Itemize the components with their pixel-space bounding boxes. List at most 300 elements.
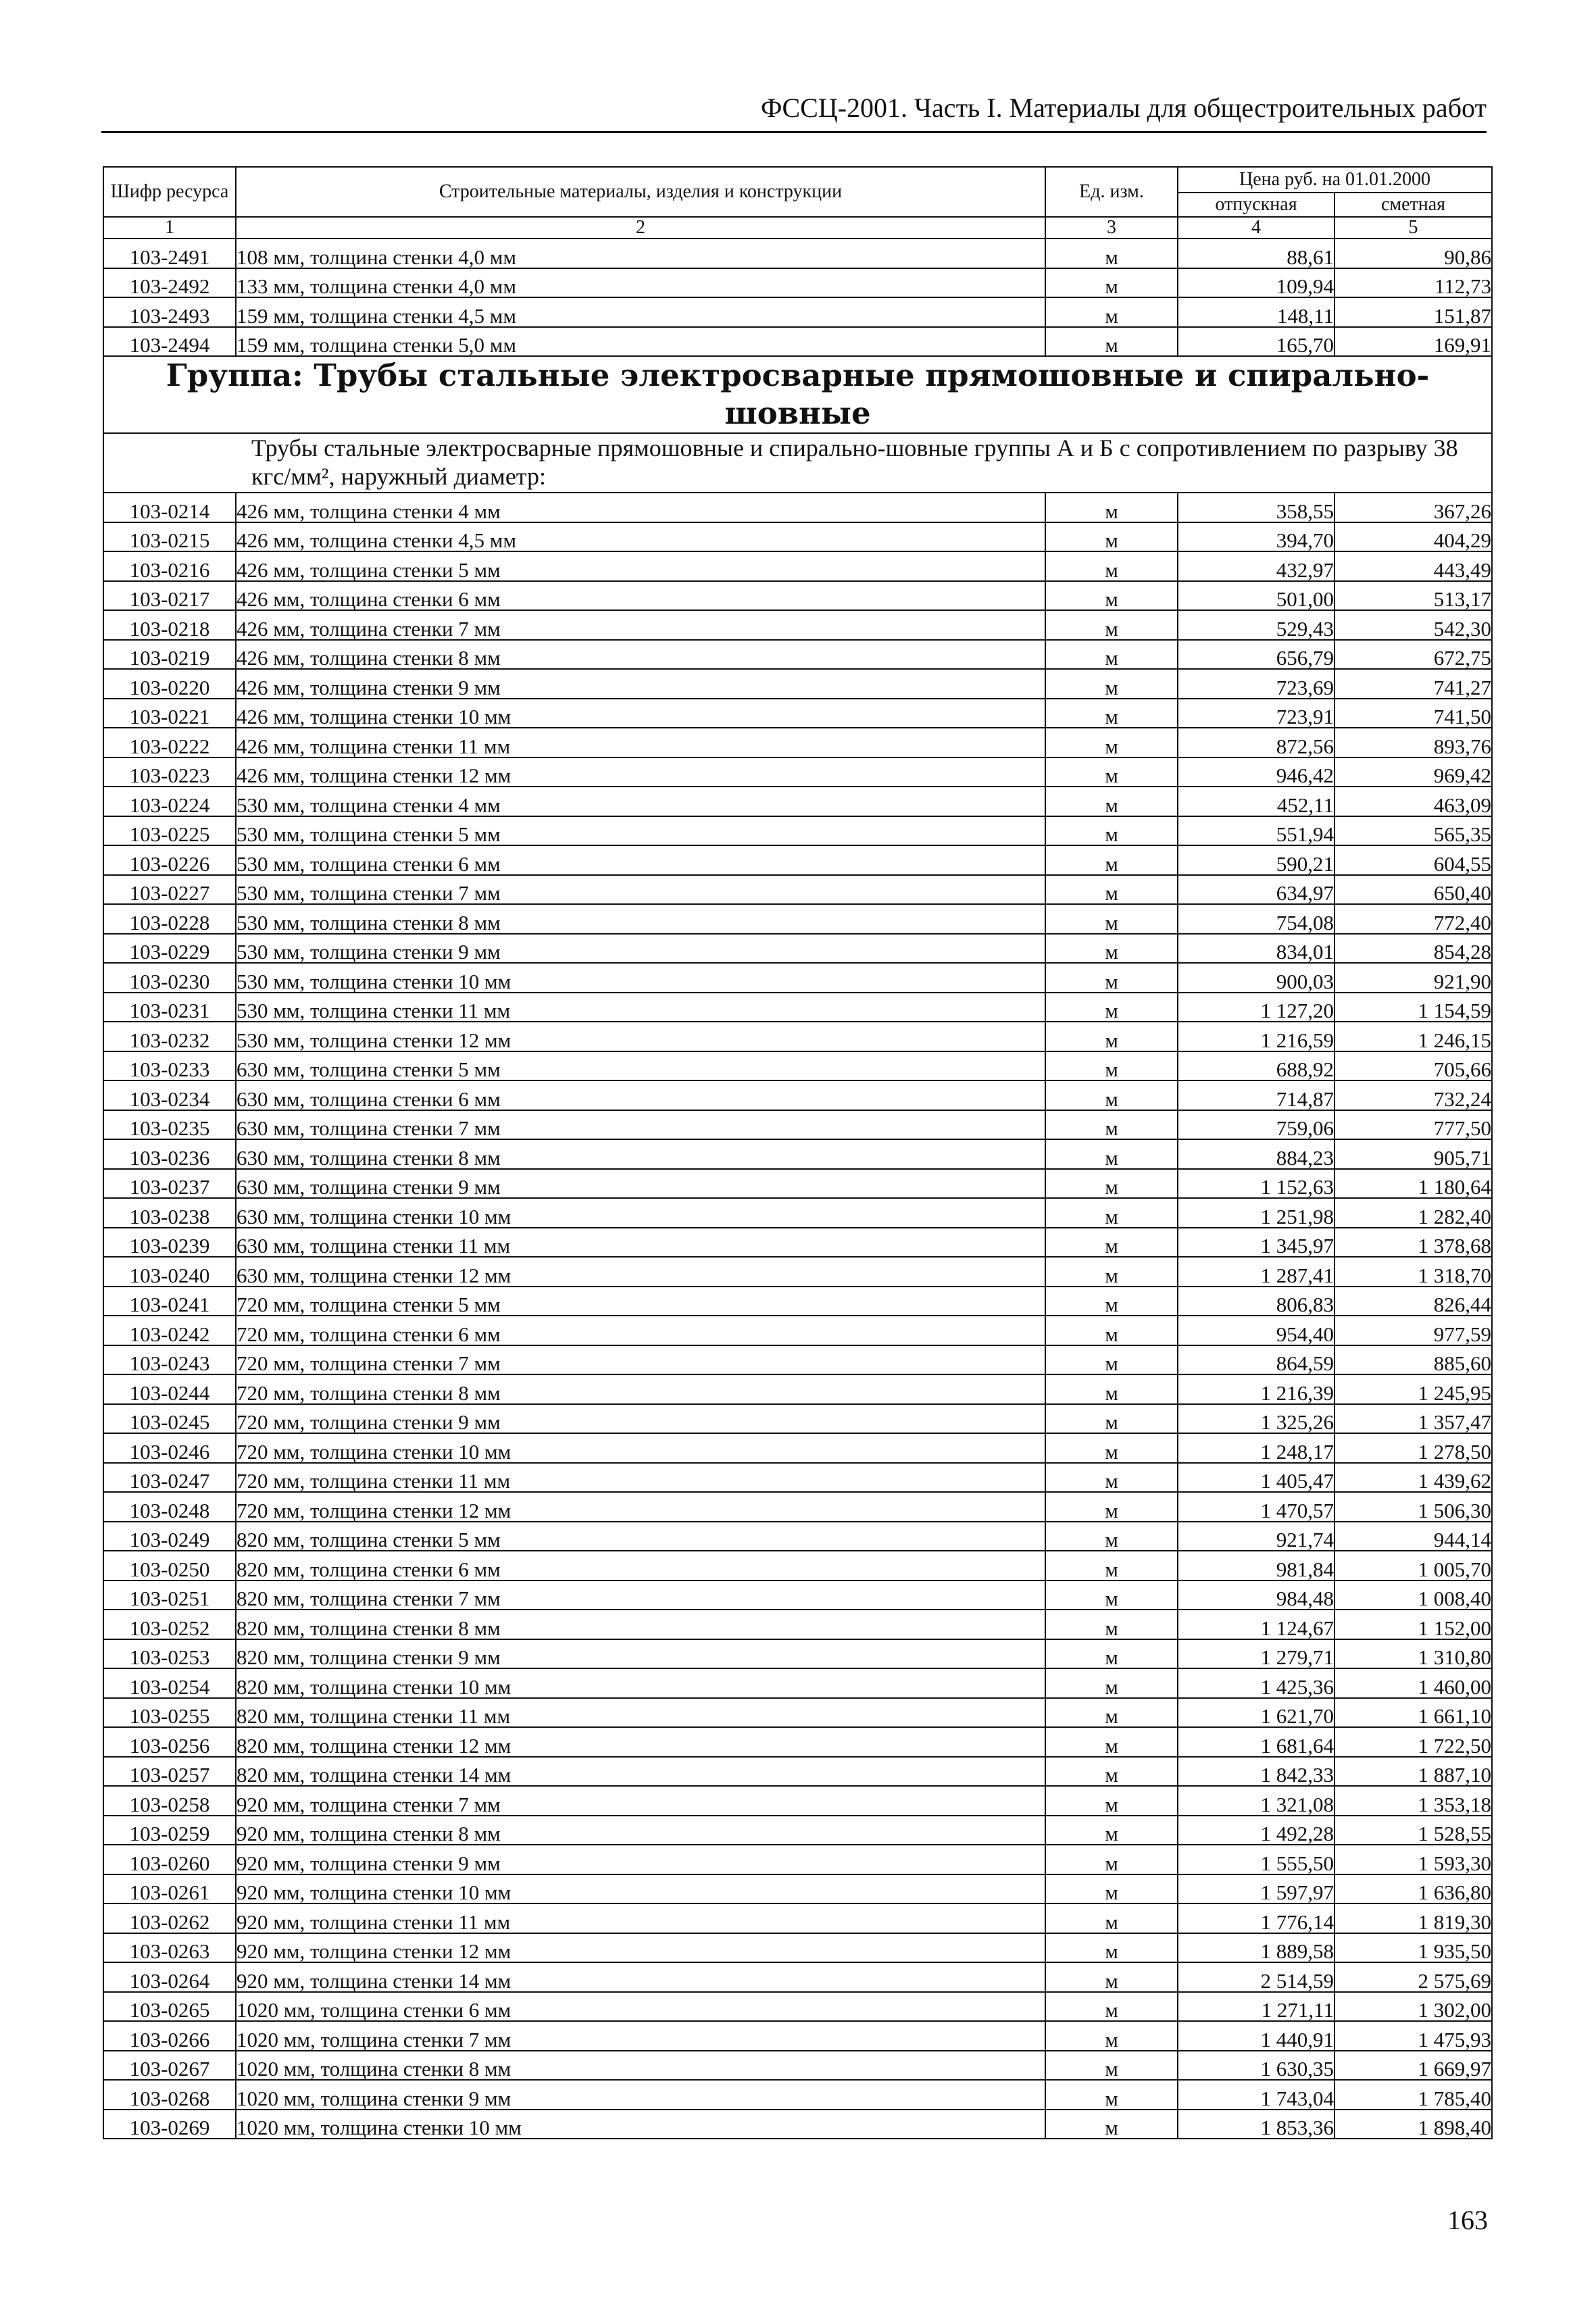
table-row bbox=[103, 1639, 1492, 1669]
cell-name: 630 мм, толщина стенки 7 мм bbox=[236, 1110, 1045, 1140]
cell-estimate: 1 180,64 bbox=[1335, 1169, 1492, 1199]
cell-unit: м bbox=[1045, 1139, 1178, 1169]
cell-name: 920 мм, толщина стенки 9 мм bbox=[236, 1845, 1045, 1874]
table-row bbox=[103, 1668, 1492, 1698]
cell-code: 103-0222 bbox=[103, 728, 236, 757]
cell-estimate: 1 246,15 bbox=[1335, 1022, 1492, 1051]
cell-code: 103-0254 bbox=[103, 1668, 236, 1698]
cell-unit: м bbox=[1045, 1080, 1178, 1110]
cell-release: 1 251,98 bbox=[1178, 1198, 1335, 1228]
cell-code: 103-0218 bbox=[103, 610, 236, 640]
cell-release: 1 152,63 bbox=[1178, 1169, 1335, 1199]
cell-release: 1 555,50 bbox=[1178, 1845, 1335, 1874]
cell-estimate: 1 310,80 bbox=[1335, 1639, 1492, 1669]
cell-unit: м bbox=[1045, 669, 1178, 699]
cell-unit: м bbox=[1045, 610, 1178, 640]
table-row bbox=[103, 787, 1492, 816]
cell-release: 1 279,71 bbox=[1178, 1639, 1335, 1669]
cell-release: 1 287,41 bbox=[1178, 1257, 1335, 1287]
table-row bbox=[103, 1874, 1492, 1904]
cell-estimate: 672,75 bbox=[1335, 640, 1492, 670]
cell-estimate: 1 475,93 bbox=[1335, 2021, 1492, 2051]
cell-release: 452,11 bbox=[1178, 787, 1335, 816]
table-row bbox=[103, 1580, 1492, 1610]
cell-code: 103-0269 bbox=[103, 2110, 236, 2139]
cell-unit: м bbox=[1045, 816, 1178, 846]
cell-name: 820 мм, толщина стенки 9 мм bbox=[236, 1639, 1045, 1669]
cell-estimate: 741,50 bbox=[1335, 699, 1492, 728]
table-row bbox=[103, 581, 1492, 611]
cell-code: 103-2494 bbox=[103, 327, 236, 357]
cell-name: 426 мм, толщина стенки 4 мм bbox=[236, 493, 1045, 522]
table-row bbox=[103, 1198, 1492, 1228]
cell-release: 984,48 bbox=[1178, 1580, 1335, 1610]
cell-code: 103-0255 bbox=[103, 1698, 236, 1728]
cell-release: 759,06 bbox=[1178, 1110, 1335, 1140]
table-row bbox=[103, 1022, 1492, 1051]
cell-estimate: 1 785,40 bbox=[1335, 2080, 1492, 2110]
cell-code: 103-0234 bbox=[103, 1080, 236, 1110]
cell-estimate: 542,30 bbox=[1335, 610, 1492, 640]
cell-release: 864,59 bbox=[1178, 1345, 1335, 1375]
cell-code: 103-0237 bbox=[103, 1169, 236, 1199]
cell-unit: м bbox=[1045, 1169, 1178, 1199]
cell-unit: м bbox=[1045, 2051, 1178, 2081]
table-row bbox=[103, 2080, 1492, 2110]
cell-estimate: 1 506,30 bbox=[1335, 1492, 1492, 1522]
cell-name: 530 мм, толщина стенки 6 мм bbox=[236, 845, 1045, 875]
cell-estimate: 112,73 bbox=[1335, 268, 1492, 298]
cell-unit: м bbox=[1045, 327, 1178, 357]
table-row bbox=[103, 1463, 1492, 1493]
cell-name: 720 мм, толщина стенки 7 мм bbox=[236, 1345, 1045, 1375]
cell-name: 1020 мм, толщина стенки 6 мм bbox=[236, 1992, 1045, 2022]
cell-estimate: 1 357,47 bbox=[1335, 1404, 1492, 1434]
cell-code: 103-0240 bbox=[103, 1257, 236, 1287]
cell-name: 720 мм, толщина стенки 5 мм bbox=[236, 1287, 1045, 1316]
cell-estimate: 1 669,97 bbox=[1335, 2051, 1492, 2081]
cell-code: 103-0248 bbox=[103, 1492, 236, 1522]
table-row bbox=[103, 1316, 1492, 1345]
cell-unit: м bbox=[1045, 1257, 1178, 1287]
cell-name: 530 мм, толщина стенки 8 мм bbox=[236, 904, 1045, 934]
cell-unit: м bbox=[1045, 1110, 1178, 1140]
cell-code: 103-0215 bbox=[103, 522, 236, 552]
cell-name: 630 мм, толщина стенки 6 мм bbox=[236, 1080, 1045, 1110]
cell-estimate: 1 318,70 bbox=[1335, 1257, 1492, 1287]
cell-estimate: 1 593,30 bbox=[1335, 1845, 1492, 1874]
cell-release: 529,43 bbox=[1178, 610, 1335, 640]
table-row bbox=[103, 268, 1492, 298]
cell-release: 656,79 bbox=[1178, 640, 1335, 670]
cell-release: 954,40 bbox=[1178, 1316, 1335, 1345]
cell-release: 1 345,97 bbox=[1178, 1228, 1335, 1258]
table-row bbox=[103, 551, 1492, 581]
cell-name: 920 мм, толщина стенки 14 мм bbox=[236, 1962, 1045, 1992]
cell-release: 1 621,70 bbox=[1178, 1698, 1335, 1728]
cell-estimate: 732,24 bbox=[1335, 1080, 1492, 1110]
cell-estimate: 893,76 bbox=[1335, 728, 1492, 757]
cell-estimate: 826,44 bbox=[1335, 1287, 1492, 1316]
cell-code: 103-0251 bbox=[103, 1580, 236, 1610]
cell-release: 165,70 bbox=[1178, 327, 1335, 357]
cell-code: 103-0246 bbox=[103, 1433, 236, 1463]
cell-unit: м bbox=[1045, 1903, 1178, 1933]
cell-name: 159 мм, толщина стенки 4,5 мм bbox=[236, 297, 1045, 327]
cell-unit: м bbox=[1045, 1727, 1178, 1757]
cell-estimate: 2 575,69 bbox=[1335, 1962, 1492, 1992]
header-row bbox=[103, 167, 1492, 193]
cell-name: 920 мм, толщина стенки 11 мм bbox=[236, 1903, 1045, 1933]
cell-code: 103-0241 bbox=[103, 1287, 236, 1316]
table-row bbox=[103, 1374, 1492, 1404]
cell-code: 103-0214 bbox=[103, 493, 236, 522]
header-price: Цена руб. на 01.01.2000 bbox=[1178, 167, 1492, 193]
cell-name: 820 мм, толщина стенки 7 мм bbox=[236, 1580, 1045, 1610]
cell-name: 720 мм, толщина стенки 12 мм bbox=[236, 1492, 1045, 1522]
cell-estimate: 705,66 bbox=[1335, 1051, 1492, 1081]
cell-estimate: 1 008,40 bbox=[1335, 1580, 1492, 1610]
cell-estimate: 1 661,10 bbox=[1335, 1698, 1492, 1728]
table-row bbox=[103, 640, 1492, 670]
cell-release: 1 889,58 bbox=[1178, 1933, 1335, 1963]
cell-name: 630 мм, толщина стенки 10 мм bbox=[236, 1198, 1045, 1228]
table-row bbox=[103, 1287, 1492, 1316]
cell-release: 1 425,36 bbox=[1178, 1668, 1335, 1698]
cell-release: 806,83 bbox=[1178, 1287, 1335, 1316]
col-num-4: 4 bbox=[1178, 217, 1335, 239]
cell-estimate: 1 935,50 bbox=[1335, 1933, 1492, 1963]
cell-release: 900,03 bbox=[1178, 963, 1335, 993]
table-row bbox=[103, 1698, 1492, 1728]
cell-unit: м bbox=[1045, 581, 1178, 611]
cell-code: 103-0229 bbox=[103, 934, 236, 964]
cell-code: 103-0228 bbox=[103, 904, 236, 934]
cell-release: 501,00 bbox=[1178, 581, 1335, 611]
cell-code: 103-0265 bbox=[103, 1992, 236, 2022]
cell-release: 394,70 bbox=[1178, 522, 1335, 552]
cell-name: 920 мм, толщина стенки 8 мм bbox=[236, 1816, 1045, 1845]
table-row bbox=[103, 1169, 1492, 1199]
cell-code: 103-0256 bbox=[103, 1727, 236, 1757]
cell-name: 530 мм, толщина стенки 9 мм bbox=[236, 934, 1045, 964]
cell-unit: м bbox=[1045, 845, 1178, 875]
cell-estimate: 977,59 bbox=[1335, 1316, 1492, 1345]
cell-code: 103-0244 bbox=[103, 1374, 236, 1404]
top-rows bbox=[103, 239, 1492, 356]
cell-release: 148,11 bbox=[1178, 297, 1335, 327]
cell-code: 103-0231 bbox=[103, 993, 236, 1022]
cell-unit: м bbox=[1045, 1433, 1178, 1463]
cell-unit: м bbox=[1045, 787, 1178, 816]
table-row bbox=[103, 2110, 1492, 2139]
cell-release: 1 248,17 bbox=[1178, 1433, 1335, 1463]
price-table bbox=[103, 166, 1493, 2139]
cell-release: 1 681,64 bbox=[1178, 1727, 1335, 1757]
cell-code: 103-0264 bbox=[103, 1962, 236, 1992]
cell-code: 103-0258 bbox=[103, 1786, 236, 1816]
cell-release: 1 321,08 bbox=[1178, 1786, 1335, 1816]
cell-release: 1 470,57 bbox=[1178, 1492, 1335, 1522]
cell-estimate: 1 439,62 bbox=[1335, 1463, 1492, 1493]
group-description-row bbox=[103, 433, 1492, 493]
column-numbers-row bbox=[103, 217, 1492, 239]
cell-estimate: 1 302,00 bbox=[1335, 1992, 1492, 2022]
cell-estimate: 1 154,59 bbox=[1335, 993, 1492, 1022]
cell-release: 634,97 bbox=[1178, 875, 1335, 905]
cell-estimate: 90,86 bbox=[1335, 239, 1492, 268]
table-row bbox=[103, 993, 1492, 1022]
cell-release: 551,94 bbox=[1178, 816, 1335, 846]
cell-unit: м bbox=[1045, 640, 1178, 670]
cell-name: 820 мм, толщина стенки 6 мм bbox=[236, 1551, 1045, 1580]
cell-release: 358,55 bbox=[1178, 493, 1335, 522]
cell-code: 103-0245 bbox=[103, 1404, 236, 1434]
cell-name: 720 мм, толщина стенки 8 мм bbox=[236, 1374, 1045, 1404]
cell-name: 1020 мм, толщина стенки 9 мм bbox=[236, 2080, 1045, 2110]
cell-unit: м bbox=[1045, 728, 1178, 757]
cell-estimate: 1 887,10 bbox=[1335, 1757, 1492, 1787]
cell-estimate: 1 528,55 bbox=[1335, 1816, 1492, 1845]
cell-estimate: 905,71 bbox=[1335, 1139, 1492, 1169]
cell-release: 1 440,91 bbox=[1178, 2021, 1335, 2051]
cell-estimate: 1 636,80 bbox=[1335, 1874, 1492, 1904]
cell-code: 103-0224 bbox=[103, 787, 236, 816]
cell-name: 426 мм, толщина стенки 8 мм bbox=[236, 640, 1045, 670]
cell-estimate: 1 152,00 bbox=[1335, 1610, 1492, 1639]
cell-name: 108 мм, толщина стенки 4,0 мм bbox=[236, 239, 1045, 268]
table-row bbox=[103, 1992, 1492, 2022]
cell-code: 103-0263 bbox=[103, 1933, 236, 1963]
cell-name: 426 мм, толщина стенки 10 мм bbox=[236, 699, 1045, 728]
cell-code: 103-0257 bbox=[103, 1757, 236, 1787]
cell-unit: м bbox=[1045, 522, 1178, 552]
cell-code: 103-0225 bbox=[103, 816, 236, 846]
cell-release: 1 405,47 bbox=[1178, 1463, 1335, 1493]
cell-code: 103-2492 bbox=[103, 268, 236, 298]
cell-unit: м bbox=[1045, 757, 1178, 787]
group-title: Группа: Трубы стальные электросварные прямошовные и спирально-шовные bbox=[103, 356, 1492, 433]
cell-name: 630 мм, толщина стенки 11 мм bbox=[236, 1228, 1045, 1258]
cell-unit: м bbox=[1045, 1522, 1178, 1551]
cell-code: 103-0219 bbox=[103, 640, 236, 670]
cell-release: 714,87 bbox=[1178, 1080, 1335, 1110]
cell-name: 1020 мм, толщина стенки 7 мм bbox=[236, 2021, 1045, 2051]
table-row bbox=[103, 1903, 1492, 1933]
cell-unit: м bbox=[1045, 2080, 1178, 2110]
cell-name: 426 мм, толщина стенки 11 мм bbox=[236, 728, 1045, 757]
cell-estimate: 463,09 bbox=[1335, 787, 1492, 816]
table-row bbox=[103, 1757, 1492, 1787]
cell-name: 820 мм, толщина стенки 14 мм bbox=[236, 1757, 1045, 1787]
cell-name: 820 мм, толщина стенки 10 мм bbox=[236, 1668, 1045, 1698]
cell-unit: м bbox=[1045, 268, 1178, 298]
cell-name: 426 мм, толщина стенки 6 мм bbox=[236, 581, 1045, 611]
cell-unit: м bbox=[1045, 1668, 1178, 1698]
cell-code: 103-2491 bbox=[103, 239, 236, 268]
cell-code: 103-2493 bbox=[103, 297, 236, 327]
cell-estimate: 854,28 bbox=[1335, 934, 1492, 964]
cell-release: 1 776,14 bbox=[1178, 1903, 1335, 1933]
cell-name: 530 мм, толщина стенки 10 мм bbox=[236, 963, 1045, 993]
cell-code: 103-0250 bbox=[103, 1551, 236, 1580]
col-num-2: 2 bbox=[236, 217, 1045, 239]
cell-name: 920 мм, толщина стенки 7 мм bbox=[236, 1786, 1045, 1816]
header-estimate: сметная bbox=[1335, 193, 1492, 217]
cell-code: 103-0238 bbox=[103, 1198, 236, 1228]
cell-unit: м bbox=[1045, 1404, 1178, 1434]
cell-release: 981,84 bbox=[1178, 1551, 1335, 1580]
cell-unit: м bbox=[1045, 1316, 1178, 1345]
cell-unit: м bbox=[1045, 1786, 1178, 1816]
cell-code: 103-0236 bbox=[103, 1139, 236, 1169]
cell-code: 103-0261 bbox=[103, 1874, 236, 1904]
cell-estimate: 443,49 bbox=[1335, 551, 1492, 581]
cell-release: 921,74 bbox=[1178, 1522, 1335, 1551]
cell-estimate: 565,35 bbox=[1335, 816, 1492, 846]
cell-release: 723,69 bbox=[1178, 669, 1335, 699]
cell-release: 1 492,28 bbox=[1178, 1816, 1335, 1845]
table-row bbox=[103, 1257, 1492, 1287]
cell-code: 103-0249 bbox=[103, 1522, 236, 1551]
cell-unit: м bbox=[1045, 904, 1178, 934]
table-row bbox=[103, 1522, 1492, 1551]
cell-unit: м bbox=[1045, 493, 1178, 522]
cell-estimate: 772,40 bbox=[1335, 904, 1492, 934]
table-row bbox=[103, 1433, 1492, 1463]
cell-unit: м bbox=[1045, 1374, 1178, 1404]
cell-unit: м bbox=[1045, 963, 1178, 993]
cell-code: 103-0233 bbox=[103, 1051, 236, 1081]
cell-estimate: 1 378,68 bbox=[1335, 1228, 1492, 1258]
cell-estimate: 1 898,40 bbox=[1335, 2110, 1492, 2139]
cell-name: 630 мм, толщина стенки 5 мм bbox=[236, 1051, 1045, 1081]
cell-name: 630 мм, толщина стенки 8 мм bbox=[236, 1139, 1045, 1169]
cell-code: 103-0242 bbox=[103, 1316, 236, 1345]
table-row bbox=[103, 1816, 1492, 1845]
cell-estimate: 1 819,30 bbox=[1335, 1903, 1492, 1933]
cell-code: 103-0220 bbox=[103, 669, 236, 699]
table-row bbox=[103, 1727, 1492, 1757]
cell-unit: м bbox=[1045, 1198, 1178, 1228]
header-unit: Ед. изм. bbox=[1045, 167, 1178, 217]
cell-unit: м bbox=[1045, 1874, 1178, 1904]
cell-unit: м bbox=[1045, 1345, 1178, 1375]
cell-release: 1 216,39 bbox=[1178, 1374, 1335, 1404]
cell-unit: м bbox=[1045, 2021, 1178, 2051]
header-release: отпускная bbox=[1178, 193, 1335, 217]
cell-name: 630 мм, толщина стенки 12 мм bbox=[236, 1257, 1045, 1287]
table-row bbox=[103, 522, 1492, 552]
cell-release: 109,94 bbox=[1178, 268, 1335, 298]
header-code: Шифр ресурса bbox=[103, 167, 236, 217]
cell-unit: м bbox=[1045, 875, 1178, 905]
cell-release: 1 325,26 bbox=[1178, 1404, 1335, 1434]
cell-release: 1 216,59 bbox=[1178, 1022, 1335, 1051]
cell-code: 103-0259 bbox=[103, 1816, 236, 1845]
table-row bbox=[103, 1228, 1492, 1258]
cell-code: 103-0247 bbox=[103, 1463, 236, 1493]
cell-name: 820 мм, толщина стенки 8 мм bbox=[236, 1610, 1045, 1639]
cell-code: 103-0226 bbox=[103, 845, 236, 875]
cell-release: 872,56 bbox=[1178, 728, 1335, 757]
group-title-row bbox=[103, 356, 1492, 433]
table-row bbox=[103, 669, 1492, 699]
group-description: Трубы стальные электросварные прямошовные и спирально-шовные группы А и Б с сопротивлением по разрыву 38 кгс/мм², наружный диаметр: bbox=[103, 433, 1492, 493]
cell-unit: м bbox=[1045, 1933, 1178, 1963]
cell-estimate: 650,40 bbox=[1335, 875, 1492, 905]
cell-name: 426 мм, толщина стенки 9 мм bbox=[236, 669, 1045, 699]
table-row bbox=[103, 1345, 1492, 1375]
cell-release: 884,23 bbox=[1178, 1139, 1335, 1169]
cell-unit: м bbox=[1045, 1992, 1178, 2022]
cell-unit: м bbox=[1045, 699, 1178, 728]
cell-code: 103-0252 bbox=[103, 1610, 236, 1639]
table-row bbox=[103, 963, 1492, 993]
cell-name: 530 мм, толщина стенки 7 мм bbox=[236, 875, 1045, 905]
cell-release: 834,01 bbox=[1178, 934, 1335, 964]
cell-estimate: 151,87 bbox=[1335, 297, 1492, 327]
cell-name: 426 мм, толщина стенки 4,5 мм bbox=[236, 522, 1045, 552]
cell-estimate: 1 005,70 bbox=[1335, 1551, 1492, 1580]
cell-code: 103-0235 bbox=[103, 1110, 236, 1140]
cell-estimate: 921,90 bbox=[1335, 963, 1492, 993]
cell-unit: м bbox=[1045, 239, 1178, 268]
cell-unit: м bbox=[1045, 1580, 1178, 1610]
table-row bbox=[103, 1492, 1492, 1522]
table-row bbox=[103, 904, 1492, 934]
table-row bbox=[103, 1551, 1492, 1580]
cell-release: 1 842,33 bbox=[1178, 1757, 1335, 1787]
table-row bbox=[103, 1786, 1492, 1816]
cell-release: 1 271,11 bbox=[1178, 1992, 1335, 2022]
cell-name: 426 мм, толщина стенки 7 мм bbox=[236, 610, 1045, 640]
cell-release: 590,21 bbox=[1178, 845, 1335, 875]
cell-estimate: 969,42 bbox=[1335, 757, 1492, 787]
cell-unit: м bbox=[1045, 551, 1178, 581]
page-number: 163 bbox=[1447, 2205, 1488, 2235]
header-rule bbox=[101, 131, 1487, 133]
table-row bbox=[103, 1962, 1492, 1992]
cell-estimate: 1 282,40 bbox=[1335, 1198, 1492, 1228]
table-row bbox=[103, 757, 1492, 787]
cell-estimate: 885,60 bbox=[1335, 1345, 1492, 1375]
cell-unit: м bbox=[1045, 934, 1178, 964]
cell-estimate: 169,91 bbox=[1335, 327, 1492, 357]
cell-code: 103-0239 bbox=[103, 1228, 236, 1258]
cell-name: 820 мм, толщина стенки 12 мм bbox=[236, 1727, 1045, 1757]
cell-estimate: 1 722,50 bbox=[1335, 1727, 1492, 1757]
col-num-3: 3 bbox=[1045, 217, 1178, 239]
cell-name: 159 мм, толщина стенки 5,0 мм bbox=[236, 327, 1045, 357]
cell-code: 103-0253 bbox=[103, 1639, 236, 1669]
table-row bbox=[103, 1610, 1492, 1639]
group-section bbox=[103, 356, 1492, 493]
cell-name: 820 мм, толщина стенки 11 мм bbox=[236, 1698, 1045, 1728]
cell-unit: м bbox=[1045, 1287, 1178, 1316]
header-name: Строительные материалы, изделия и конструкции bbox=[236, 167, 1045, 217]
table-row bbox=[103, 816, 1492, 846]
cell-name: 630 мм, толщина стенки 9 мм bbox=[236, 1169, 1045, 1199]
table-row bbox=[103, 1139, 1492, 1169]
cell-name: 530 мм, толщина стенки 5 мм bbox=[236, 816, 1045, 846]
cell-estimate: 367,26 bbox=[1335, 493, 1492, 522]
cell-estimate: 1 245,95 bbox=[1335, 1374, 1492, 1404]
cell-code: 103-0227 bbox=[103, 875, 236, 905]
running-head: ФССЦ-2001. Часть I. Материалы для общестроительных работ bbox=[760, 93, 1487, 123]
cell-name: 1020 мм, толщина стенки 10 мм bbox=[236, 2110, 1045, 2139]
cell-unit: м bbox=[1045, 1551, 1178, 1580]
